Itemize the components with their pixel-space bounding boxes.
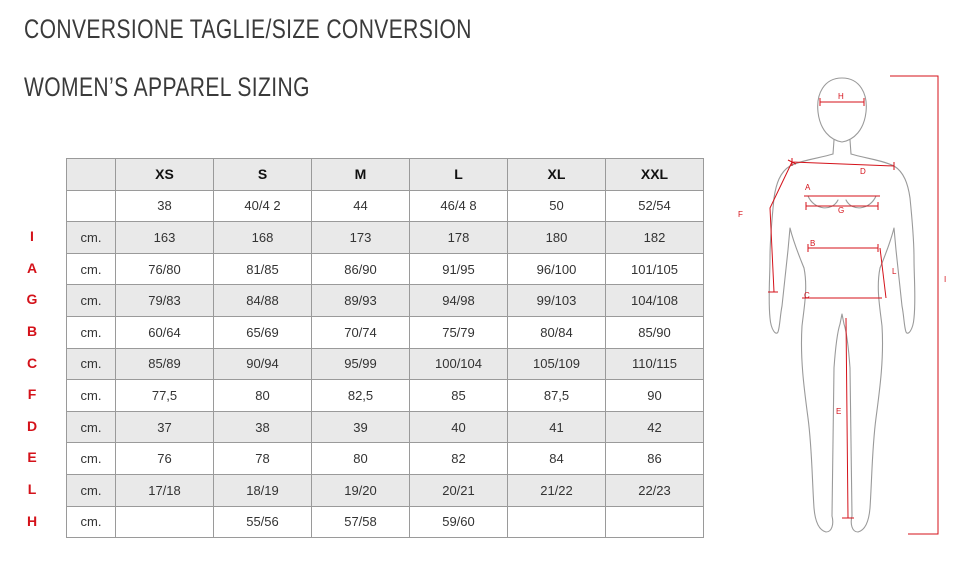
table-cell: 180 <box>508 222 606 254</box>
unit-cell: cm. <box>67 380 116 412</box>
table-row <box>67 222 704 254</box>
table-row <box>67 348 704 380</box>
measurement-letter-column <box>22 158 42 537</box>
table-cell: 90 <box>606 380 704 412</box>
figure-label-d: D <box>860 167 866 176</box>
table-cell: 82,5 <box>312 380 410 412</box>
table-cell: 85/89 <box>116 348 214 380</box>
table-cell: 78 <box>214 443 312 475</box>
table-cell: 50 <box>508 190 606 222</box>
figure-label-c: C <box>804 291 810 300</box>
row-letter: C <box>26 354 38 371</box>
table-cell: 76 <box>116 443 214 475</box>
table-row <box>67 285 704 317</box>
measurement-lines <box>768 76 938 534</box>
row-letter: D <box>26 417 38 434</box>
table-cell: 70/74 <box>312 316 410 348</box>
table-row <box>67 443 704 475</box>
table-cell: 80 <box>214 380 312 412</box>
unit-cell: cm. <box>67 253 116 285</box>
table-row <box>67 253 704 285</box>
table-cell: 94/98 <box>410 285 508 317</box>
table-cell: 110/115 <box>606 348 704 380</box>
table-cell: 17/18 <box>116 474 214 506</box>
unit-cell: cm. <box>67 348 116 380</box>
table-cell: 99/103 <box>508 285 606 317</box>
page-subtitle: WOMEN’S APPAREL SIZING <box>24 72 310 102</box>
table-cell: 55/56 <box>214 506 312 538</box>
crotch-outline <box>840 314 844 324</box>
table-cell <box>116 506 214 538</box>
size-header: L <box>410 159 508 191</box>
table-cell: 86 <box>606 443 704 475</box>
table-cell: 86/90 <box>312 253 410 285</box>
table-cell: 182 <box>606 222 704 254</box>
table-cell: 95/99 <box>312 348 410 380</box>
size-header: XL <box>508 159 606 191</box>
table-cell: 87,5 <box>508 380 606 412</box>
conversion-row <box>67 190 704 222</box>
table-cell: 52/54 <box>606 190 704 222</box>
table-cell: 96/100 <box>508 253 606 285</box>
size-header: S <box>214 159 312 191</box>
unit-cell: cm. <box>67 443 116 475</box>
table-cell: 42 <box>606 411 704 443</box>
figure-label-h: H <box>838 92 844 101</box>
table-cell: 57/58 <box>312 506 410 538</box>
table-cell: 65/69 <box>214 316 312 348</box>
table-cell: 85/90 <box>606 316 704 348</box>
figure-label-f: F <box>738 210 743 219</box>
table-cell: 40 <box>410 411 508 443</box>
table-cell: 80/84 <box>508 316 606 348</box>
table-cell: 80 <box>312 443 410 475</box>
table-cell: 21/22 <box>508 474 606 506</box>
row-letter: G <box>26 291 38 308</box>
table-cell: 81/85 <box>214 253 312 285</box>
row-letter: E <box>27 449 37 466</box>
table-cell: 89/93 <box>312 285 410 317</box>
corner-cell <box>67 159 116 191</box>
table-cell: 37 <box>116 411 214 443</box>
table-cell: 90/94 <box>214 348 312 380</box>
unit-cell: cm. <box>67 411 116 443</box>
table-row <box>67 380 704 412</box>
row-letter: A <box>26 259 38 276</box>
unit-cell: cm. <box>67 474 116 506</box>
table-cell: 91/95 <box>410 253 508 285</box>
table-cell: 79/83 <box>116 285 214 317</box>
row-letter: B <box>26 322 38 339</box>
figure-label-a: A <box>805 183 811 192</box>
unit-cell: cm. <box>67 316 116 348</box>
table-cell: 44 <box>312 190 410 222</box>
waist-measure-line <box>808 244 878 252</box>
table-row <box>67 411 704 443</box>
table-cell: 178 <box>410 222 508 254</box>
table-cell: 38 <box>214 411 312 443</box>
unit-cell: cm. <box>67 222 116 254</box>
table-cell: 40/4 2 <box>214 190 312 222</box>
table-cell: 100/104 <box>410 348 508 380</box>
table-row <box>67 474 704 506</box>
table-cell: 82 <box>410 443 508 475</box>
height-measure-line <box>890 76 938 534</box>
figure-label-g: G <box>838 206 845 215</box>
row-letter: I <box>30 228 34 245</box>
table-row <box>67 316 704 348</box>
figure-label-e: E <box>836 407 842 416</box>
body-measurement-figure <box>732 68 957 546</box>
table-cell <box>606 506 704 538</box>
table-cell: 60/64 <box>116 316 214 348</box>
table-cell: 20/21 <box>410 474 508 506</box>
table-cell: 84/88 <box>214 285 312 317</box>
figure-label-i: I <box>944 275 947 284</box>
table-cell: 173 <box>312 222 410 254</box>
table-cell: 85 <box>410 380 508 412</box>
table-cell: 163 <box>116 222 214 254</box>
table-cell: 101/105 <box>606 253 704 285</box>
table-cell <box>508 506 606 538</box>
unit-cell: cm. <box>67 285 116 317</box>
table-row <box>67 506 704 538</box>
table-cell: 105/109 <box>508 348 606 380</box>
size-header-row <box>67 159 704 191</box>
table-cell: 59/60 <box>410 506 508 538</box>
table-cell: 41 <box>508 411 606 443</box>
table-cell: 39 <box>312 411 410 443</box>
body-outline-right <box>844 154 915 532</box>
table-cell: 19/20 <box>312 474 410 506</box>
size-header: XXL <box>606 159 704 191</box>
table-cell: 84 <box>508 443 606 475</box>
table-cell: 18/19 <box>214 474 312 506</box>
row-letter: H <box>26 512 38 529</box>
table-cell <box>67 190 116 222</box>
arm-measure-line <box>768 160 796 292</box>
table-cell: 77,5 <box>116 380 214 412</box>
row-letter: F <box>27 386 37 403</box>
row-letter: L <box>27 480 37 497</box>
table-cell: 168 <box>214 222 312 254</box>
page-title: CONVERSIONE TAGLIE/SIZE CONVERSION <box>24 14 472 44</box>
table-cell: 38 <box>116 190 214 222</box>
table-cell: 104/108 <box>606 285 704 317</box>
head-outline <box>818 78 867 142</box>
table-cell: 46/4 8 <box>410 190 508 222</box>
table-cell: 76/80 <box>116 253 214 285</box>
table-cell: 22/23 <box>606 474 704 506</box>
size-header: M <box>312 159 410 191</box>
figure-label-b: B <box>810 239 816 248</box>
figure-labels <box>738 92 946 416</box>
figure-label-l: L <box>892 267 897 276</box>
unit-cell: cm. <box>67 506 116 538</box>
body-outline-left <box>769 154 840 532</box>
size-header: XS <box>116 159 214 191</box>
size-table <box>66 158 704 538</box>
table-cell: 75/79 <box>410 316 508 348</box>
